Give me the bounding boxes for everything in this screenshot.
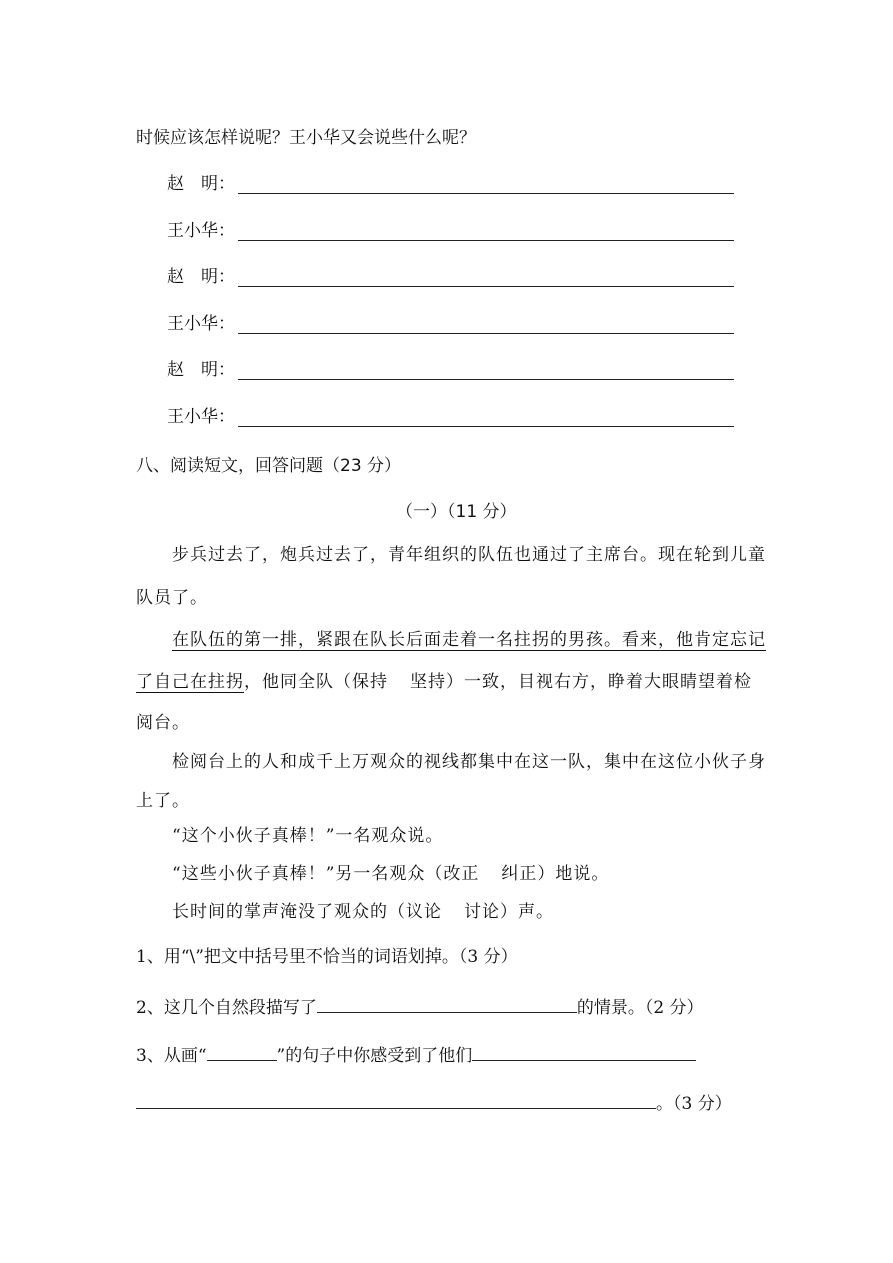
dialogue-row xyxy=(0,312,893,338)
passage-text: 长时间的掌声淹没了观众的（议论 xyxy=(172,902,442,922)
answer-blank[interactable] xyxy=(136,1090,656,1109)
answer-blank[interactable] xyxy=(207,1042,277,1061)
passage-line: 检阅台上的人和成千上万观众的视线都集中在这一队，集中在这位小伙子身 xyxy=(172,752,766,772)
passage-line: “这个小伙子真棒！”一名观众说。 xyxy=(172,826,444,846)
question-text: 2、这几个自然段描写了 xyxy=(136,998,317,1018)
passage-text: 纠正）地说。 xyxy=(501,864,610,884)
dialogue-row xyxy=(0,172,893,198)
passage-text: 讨论）声。 xyxy=(464,902,554,922)
underlined-sentence: 了自己在拄拐 xyxy=(136,672,244,692)
passage-line xyxy=(136,670,752,694)
dialogue-speaker: 王小华： xyxy=(167,314,235,334)
answer-line[interactable] xyxy=(238,286,734,287)
passage-line: 步兵过去了，炮兵过去了，青年组织的队伍也通过了主席台。现在轮到儿童 xyxy=(172,545,766,565)
subsection-title: （一）（11 分） xyxy=(396,502,517,522)
answer-line[interactable] xyxy=(238,240,734,241)
question-text: 的情景。（2 分） xyxy=(576,998,704,1018)
passage-line xyxy=(172,900,554,924)
dialogue-speaker: 赵 明： xyxy=(167,267,235,287)
dialogue-row xyxy=(0,219,893,245)
underlined-sentence: 在队伍的第一排，紧跟在队长后面走着一名拄拐的男孩。看来，他肯定忘记 xyxy=(172,630,766,650)
question-3-continued xyxy=(136,1090,732,1116)
section-title: 八、阅读短文，回答问题（23 分） xyxy=(136,456,402,476)
passage-line: 上了。 xyxy=(136,791,190,811)
answer-line[interactable] xyxy=(238,193,734,194)
dialogue-speaker: 王小华： xyxy=(167,221,235,241)
dialogue-speaker: 赵 明： xyxy=(167,174,235,194)
question-text: 。（3 分） xyxy=(656,1094,732,1114)
dialogue-speaker: 赵 明： xyxy=(167,360,235,380)
answer-line[interactable] xyxy=(238,333,734,334)
passage-text: “这些小伙子真棒！”另一名观众（改正 xyxy=(172,864,480,884)
dialogue-row xyxy=(0,358,893,384)
passage-line: 阅台。 xyxy=(136,713,190,733)
answer-line[interactable] xyxy=(238,426,734,427)
dialogue-row xyxy=(0,405,893,431)
passage-line xyxy=(172,862,609,886)
dialogue-row xyxy=(0,265,893,291)
answer-blank[interactable] xyxy=(472,1042,696,1061)
intro-line: 时候应该怎样说呢？王小华又会说些什么呢？ xyxy=(136,128,476,148)
question-3 xyxy=(136,1042,696,1068)
passage-line: 队员了。 xyxy=(136,588,208,608)
answer-line[interactable] xyxy=(238,379,734,380)
answer-blank[interactable] xyxy=(317,994,577,1013)
question-1: 1、用“\”把文中括号里不恰当的词语划掉。（3 分） xyxy=(136,947,518,967)
question-text: 3、从画“ xyxy=(136,1046,207,1066)
dialogue-speaker: 王小华： xyxy=(167,407,235,427)
question-text: ”的句子中你感受到了他们 xyxy=(276,1046,473,1066)
passage-text: 坚持）一致，目视右方，睁着大眼睛望着检 xyxy=(410,672,752,692)
question-2 xyxy=(136,994,704,1020)
passage-text: ，他同全队（保持 xyxy=(244,672,388,692)
